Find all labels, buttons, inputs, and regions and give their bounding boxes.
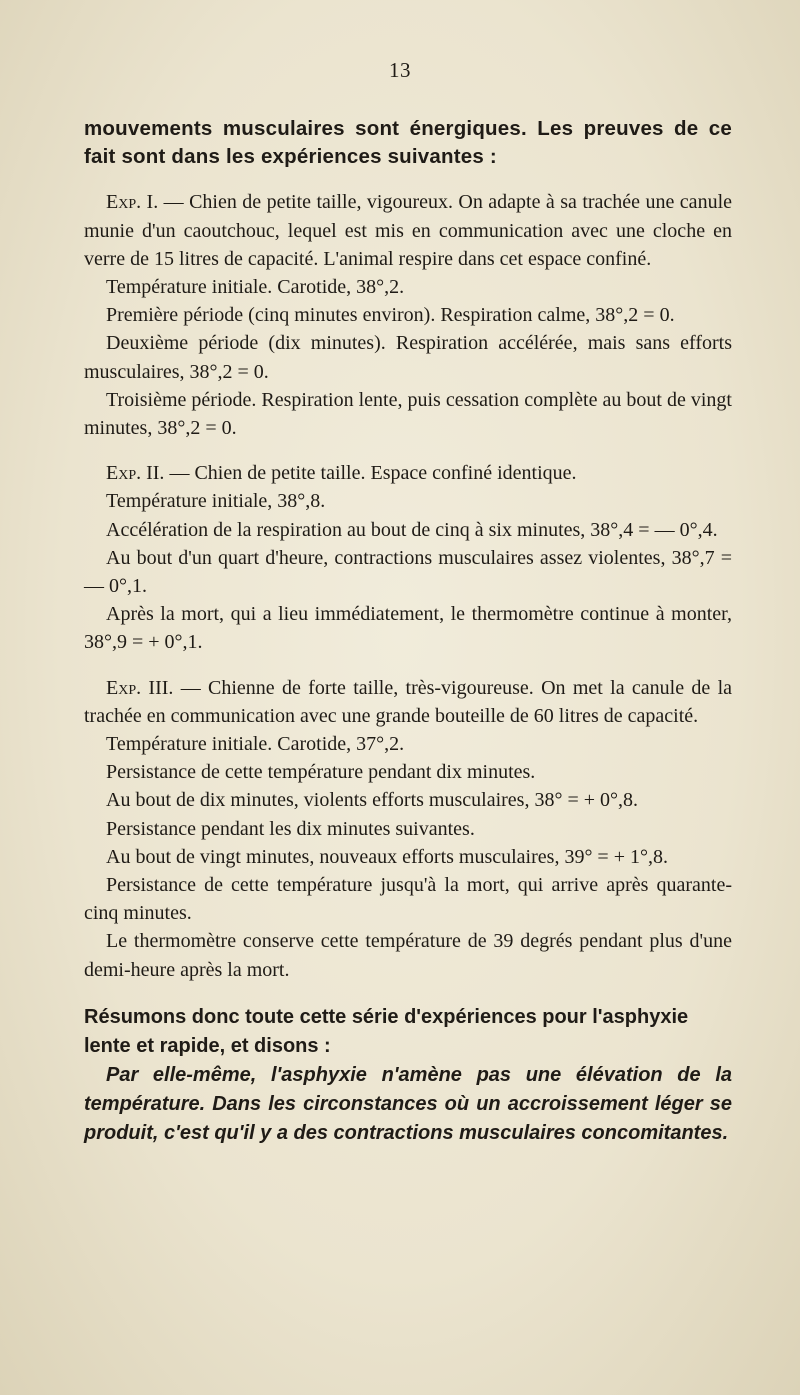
experiment-3-line: Persistance de cette température pendant dix minutes. xyxy=(106,761,536,784)
opening-paragraph: mouvements musculaires sont énergiques. Les preuves de ce fait sont dans les expériences suivantes : xyxy=(84,117,732,169)
experiment-2-line: Température initiale, 38°,8. xyxy=(106,490,326,513)
experiment-2-intro xyxy=(84,459,732,487)
experiment-2-description: — Chien de petite taille. Espace confiné identique. xyxy=(164,462,577,485)
experiment-1-description: — Chien de petite taille, vigoureux. On adapte à sa trachée une canule munie d'un caoutchouc, lequel est mis en communication avec une cloche en verre de 15 litres de capacité. L'animal respire dans cet espace confiné. xyxy=(84,191,732,270)
page-number: 13 xyxy=(389,58,411,82)
experiment-1-line: Troisième période. Respiration lente, puis cessation complète au bout de vingt minutes, 38°,2 = 0. xyxy=(84,388,732,440)
experiment-1-label: Exp. I. xyxy=(106,191,159,214)
experiment-2-label: Exp. II. xyxy=(106,462,165,485)
summary xyxy=(84,1003,732,1148)
experiment-2-line: Au bout d'un quart d'heure, contractions musculaires assez violentes, 38°,7 = — 0°,1. xyxy=(84,546,732,598)
experiment-3-line: Au bout de dix minutes, violents efforts musculaires, 38° = + 0°,8. xyxy=(106,789,639,812)
summary-conclusion: Par elle-même, l'asphyxie n'amène pas une élévation de la température. Dans les circonstances où un accroissement léger se produit, c'est qu'il y a des contractions musculaires concomitantes. xyxy=(84,1063,732,1144)
experiment-2 xyxy=(84,459,732,656)
experiment-1 xyxy=(84,188,732,442)
experiment-3-intro xyxy=(84,674,732,730)
experiment-3-line: Persistance de cette température jusqu'à la mort, qui arrive après quarante-cinq minutes. xyxy=(84,874,732,925)
experiment-3-line: Au bout de vingt minutes, nouveaux efforts musculaires, 39° = + 1°,8. xyxy=(106,845,668,868)
experiment-3-label: Exp. III. xyxy=(106,676,174,699)
experiment-1-line: Première période (cinq minutes environ). Respiration calme, 38°,2 = 0. xyxy=(106,304,675,327)
body-text xyxy=(84,115,732,1148)
experiment-2-line: Après la mort, qui a lieu immédiatement, le thermomètre continue à monter, 38°,9 = + 0°,1. xyxy=(84,603,732,654)
experiment-1-intro xyxy=(84,188,732,273)
experiment-2-line: Accélération de la respiration au bout de cinq à six minutes, 38°,4 = — 0°,4. xyxy=(106,518,718,541)
experiment-1-line: Température initiale. Carotide, 38°,2. xyxy=(106,276,405,299)
experiment-1-line: Deuxième période (dix minutes). Respiration accélérée, mais sans efforts musculaires, 38°,2 = 0. xyxy=(84,332,732,383)
experiment-3-description: — Chienne de forte taille, très-vigoureuse. On met la canule de la trachée en communication avec une grande bouteille de 60 litres de capacité. xyxy=(84,676,733,727)
experiment-3-line: Persistance pendant les dix minutes suivantes. xyxy=(106,817,475,840)
experiment-3-line: Température initiale. Carotide, 37°,2. xyxy=(106,733,405,756)
summary-intro: Résumons donc toute cette série d'expériences pour l'asphyxie lente et rapide, et disons : xyxy=(84,1005,689,1057)
experiment-3 xyxy=(84,674,732,984)
experiment-3-line: Le thermomètre conserve cette température de 39 degrés pendant plus d'une demi-heure après la mort. xyxy=(84,930,732,981)
